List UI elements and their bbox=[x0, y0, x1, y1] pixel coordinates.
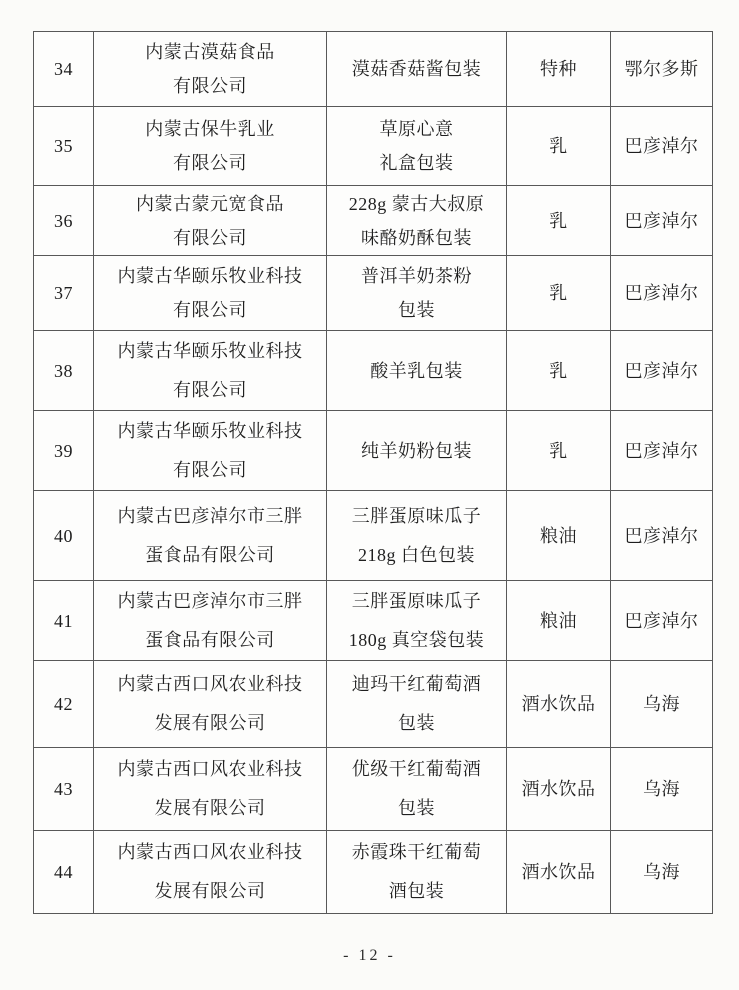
cell-text-line: 内蒙古西口风农业科技 bbox=[117, 759, 303, 779]
company-cell bbox=[94, 107, 327, 186]
cell-text-line: 内蒙古巴彦淖尔市三胖 bbox=[117, 505, 303, 526]
cell-text-line: 特种 bbox=[540, 59, 577, 79]
city-cell bbox=[611, 491, 713, 581]
city-cell bbox=[611, 748, 713, 831]
cell-text-line: 35 bbox=[54, 136, 73, 156]
cell-text-line: 内蒙古华颐乐牧业科技 bbox=[117, 420, 303, 441]
products-table bbox=[33, 31, 713, 914]
cell-text-line: 包装 bbox=[398, 798, 435, 818]
table-row bbox=[34, 411, 713, 491]
cell-text-line: 巴彦淖尔 bbox=[624, 283, 699, 303]
row-number-cell bbox=[34, 107, 94, 186]
cell-text-line: 36 bbox=[54, 210, 73, 231]
row-number-cell bbox=[34, 331, 94, 411]
category-cell bbox=[507, 831, 611, 914]
page-number: - 12 - bbox=[343, 947, 396, 964]
cell-text-line: 巴彦淖尔 bbox=[624, 525, 699, 546]
row-number-cell bbox=[34, 748, 94, 831]
product-cell bbox=[327, 32, 507, 107]
cell-text-line: 有限公司 bbox=[173, 76, 247, 96]
company-cell bbox=[94, 491, 327, 581]
cell-text-line: 味酪奶酥包装 bbox=[361, 227, 472, 248]
cell-text-line: 43 bbox=[54, 779, 73, 799]
cell-text-line: 巴彦淖尔 bbox=[624, 440, 699, 461]
cell-text-line: 优级干红葡萄酒 bbox=[351, 759, 482, 779]
cell-text-line: 180g 真空袋包装 bbox=[348, 629, 485, 650]
cell-text-line: 乳 bbox=[549, 283, 568, 303]
category-cell bbox=[507, 491, 611, 581]
cell-text-line: 34 bbox=[54, 59, 73, 79]
cell-text-line: 巴彦淖尔 bbox=[624, 136, 699, 156]
table-row bbox=[34, 661, 713, 748]
table-row bbox=[34, 831, 713, 914]
cell-text-line: 40 bbox=[54, 525, 73, 546]
cell-text-line: 有限公司 bbox=[173, 153, 247, 173]
cell-text-line: 巴彦淖尔 bbox=[624, 210, 699, 231]
cell-text-line: 乳 bbox=[549, 440, 568, 461]
cell-text-line: 218g 白色包装 bbox=[358, 544, 475, 565]
cell-text-line: 44 bbox=[54, 862, 73, 882]
category-cell bbox=[507, 581, 611, 661]
company-cell bbox=[94, 748, 327, 831]
row-number-cell bbox=[34, 661, 94, 748]
category-cell bbox=[507, 107, 611, 186]
cell-text-line: 内蒙古华颐乐牧业科技 bbox=[117, 340, 303, 361]
row-number-cell bbox=[34, 32, 94, 107]
cell-text-line: 乌海 bbox=[643, 862, 680, 882]
cell-text-line: 41 bbox=[54, 610, 73, 631]
category-cell bbox=[507, 661, 611, 748]
row-number-cell bbox=[34, 411, 94, 491]
table-row bbox=[34, 491, 713, 581]
category-cell bbox=[507, 32, 611, 107]
cell-text-line: 乌海 bbox=[643, 694, 680, 714]
cell-text-line: 乳 bbox=[549, 136, 568, 156]
category-cell bbox=[507, 748, 611, 831]
cell-text-line: 39 bbox=[54, 440, 73, 461]
cell-text-line: 巴彦淖尔 bbox=[624, 360, 699, 381]
cell-text-line: 内蒙古华颐乐牧业科技 bbox=[117, 266, 303, 286]
product-cell bbox=[327, 256, 507, 331]
city-cell bbox=[611, 661, 713, 748]
row-number-cell bbox=[34, 491, 94, 581]
cell-text-line: 蛋食品有限公司 bbox=[145, 629, 275, 650]
table-row bbox=[34, 186, 713, 256]
table-row bbox=[34, 581, 713, 661]
city-cell bbox=[611, 186, 713, 256]
cell-text-line: 内蒙古西口风农业科技 bbox=[117, 842, 303, 862]
company-cell bbox=[94, 581, 327, 661]
company-cell bbox=[94, 411, 327, 491]
product-cell bbox=[327, 831, 507, 914]
cell-text-line: 42 bbox=[54, 694, 73, 714]
row-number-cell bbox=[34, 256, 94, 331]
cell-text-line: 有限公司 bbox=[173, 379, 247, 400]
cell-text-line: 礼盒包装 bbox=[379, 153, 454, 173]
product-cell bbox=[327, 107, 507, 186]
table-row bbox=[34, 107, 713, 186]
cell-text-line: 漠菇香菇酱包装 bbox=[351, 59, 482, 79]
category-cell bbox=[507, 256, 611, 331]
cell-text-line: 蛋食品有限公司 bbox=[145, 544, 275, 565]
product-cell bbox=[327, 411, 507, 491]
city-cell bbox=[611, 411, 713, 491]
cell-text-line: 有限公司 bbox=[173, 459, 247, 480]
cell-text-line: 鄂尔多斯 bbox=[624, 59, 699, 79]
product-cell bbox=[327, 748, 507, 831]
table-row bbox=[34, 256, 713, 331]
cell-text-line: 内蒙古漠菇食品 bbox=[145, 42, 275, 62]
cell-text-line: 内蒙古西口风农业科技 bbox=[117, 674, 303, 694]
cell-text-line: 乳 bbox=[549, 360, 568, 381]
cell-text-line: 发展有限公司 bbox=[154, 881, 266, 901]
table-row bbox=[34, 748, 713, 831]
product-cell bbox=[327, 331, 507, 411]
cell-text-line: 纯羊奶粉包装 bbox=[361, 440, 472, 461]
cell-text-line: 酸羊乳包装 bbox=[370, 360, 463, 381]
city-cell bbox=[611, 331, 713, 411]
cell-text-line: 乌海 bbox=[643, 779, 680, 799]
company-cell bbox=[94, 831, 327, 914]
cell-text-line: 巴彦淖尔 bbox=[624, 610, 699, 631]
cell-text-line: 酒水饮品 bbox=[521, 694, 596, 714]
cell-text-line: 三胖蛋原味瓜子 bbox=[351, 505, 482, 526]
city-cell bbox=[611, 32, 713, 107]
cell-text-line: 酒水饮品 bbox=[521, 779, 596, 799]
product-cell bbox=[327, 491, 507, 581]
cell-text-line: 内蒙古蒙元宽食品 bbox=[136, 193, 284, 214]
cell-text-line: 内蒙古巴彦淖尔市三胖 bbox=[117, 590, 303, 611]
city-cell bbox=[611, 256, 713, 331]
company-cell bbox=[94, 331, 327, 411]
cell-text-line: 37 bbox=[54, 283, 73, 303]
product-cell bbox=[327, 581, 507, 661]
cell-text-line: 赤霞珠干红葡萄 bbox=[351, 842, 482, 862]
cell-text-line: 粮油 bbox=[540, 610, 577, 631]
cell-text-line: 发展有限公司 bbox=[154, 713, 266, 733]
row-number-cell bbox=[34, 186, 94, 256]
cell-text-line: 酒水饮品 bbox=[521, 862, 596, 882]
cell-text-line: 酒包装 bbox=[388, 881, 445, 901]
cell-text-line: 三胖蛋原味瓜子 bbox=[351, 590, 482, 611]
row-number-cell bbox=[34, 831, 94, 914]
category-cell bbox=[507, 331, 611, 411]
company-cell bbox=[94, 186, 327, 256]
cell-text-line: 普洱羊奶茶粉 bbox=[361, 266, 472, 286]
city-cell bbox=[611, 831, 713, 914]
category-cell bbox=[507, 186, 611, 256]
cell-text-line: 粮油 bbox=[540, 525, 577, 546]
city-cell bbox=[611, 581, 713, 661]
cell-text-line: 发展有限公司 bbox=[154, 798, 266, 818]
cell-text-line: 38 bbox=[54, 360, 73, 381]
cell-text-line: 草原心意 bbox=[379, 119, 454, 139]
row-number-cell bbox=[34, 581, 94, 661]
cell-text-line: 迪玛干红葡萄酒 bbox=[351, 674, 482, 694]
company-cell bbox=[94, 32, 327, 107]
company-cell bbox=[94, 256, 327, 331]
product-cell bbox=[327, 661, 507, 748]
cell-text-line: 有限公司 bbox=[173, 227, 247, 248]
product-cell bbox=[327, 186, 507, 256]
category-cell bbox=[507, 411, 611, 491]
cell-text-line: 乳 bbox=[549, 210, 568, 231]
city-cell bbox=[611, 107, 713, 186]
cell-text-line: 内蒙古保牛乳业 bbox=[145, 119, 275, 139]
cell-text-line: 228g 蒙古大叔原 bbox=[348, 193, 485, 214]
cell-text-line: 有限公司 bbox=[173, 300, 247, 320]
table-row bbox=[34, 331, 713, 411]
table-row bbox=[34, 32, 713, 107]
cell-text-line: 包装 bbox=[398, 713, 435, 733]
cell-text-line: 包装 bbox=[398, 300, 435, 320]
company-cell bbox=[94, 661, 327, 748]
